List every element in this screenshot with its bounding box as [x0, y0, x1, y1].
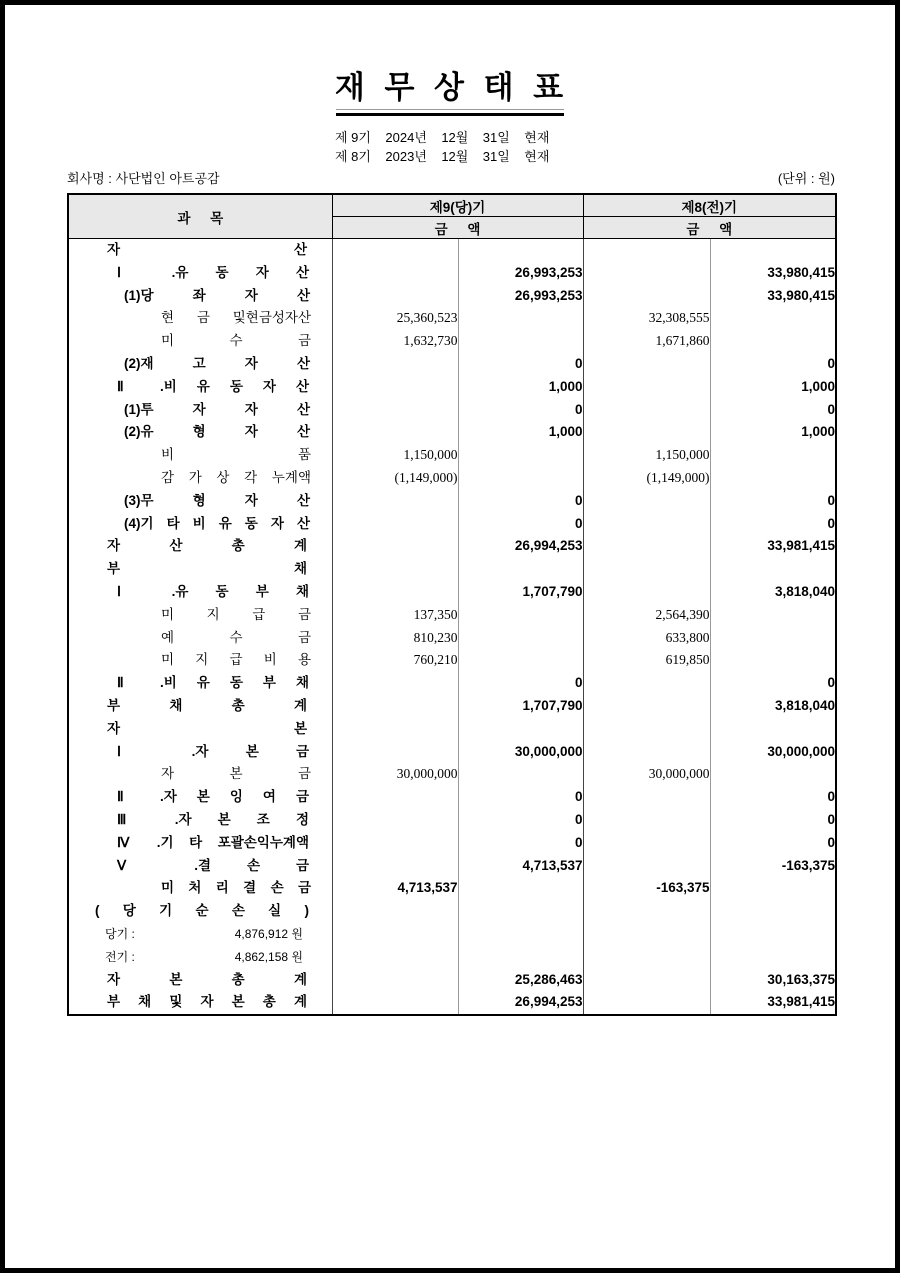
account-label-cell [68, 923, 332, 946]
amount-cur-total: 26,994,253 [458, 535, 583, 558]
table-row [68, 535, 836, 558]
amount-prev-detail [583, 353, 710, 376]
amount-prev-total [710, 763, 836, 786]
amount-cur-total [458, 718, 583, 741]
account-label-cell [68, 855, 332, 878]
amount-prev-total: 33,980,415 [767, 264, 835, 280]
period-line-prior: 제 8기 2023년 12월 31일 현재 [335, 149, 550, 164]
amount-prev-detail: 32,308,555 [583, 307, 710, 330]
amount-cur-detail [332, 399, 458, 422]
table-row [68, 855, 836, 878]
account-label-cell [68, 558, 332, 581]
table-row [68, 695, 836, 718]
account-label-cell [68, 513, 332, 536]
amount-prev-total [710, 239, 836, 262]
note-label: 전기 : [105, 949, 135, 964]
account-label-cell [68, 627, 332, 650]
amount-cur-total [458, 923, 583, 946]
balance-sheet-table [67, 193, 837, 1016]
account-label-cell [68, 695, 332, 718]
account-label-cell [68, 969, 332, 992]
amount-prev-total: 33,981,415 [767, 538, 835, 554]
company-name: 회사명 : 사단법인 아트공감 [67, 171, 220, 186]
amount-prev-detail: 2,564,390 [583, 604, 710, 627]
table-row [68, 262, 836, 285]
amount-cur-detail [332, 490, 458, 513]
amount-cur-detail [332, 262, 458, 285]
account-label-cell [68, 285, 332, 308]
amount-cur-detail: 4,713,537 [332, 877, 458, 900]
account-label-cell [68, 718, 332, 741]
amount-cur-detail: 137,350 [332, 604, 458, 627]
amount-cur-detail [332, 786, 458, 809]
period-block [335, 128, 895, 166]
table-row [68, 877, 836, 900]
amount-prev-total: 3,818,040 [774, 583, 835, 599]
table-row [68, 627, 836, 650]
amount-cur-detail [332, 285, 458, 308]
table-row [68, 923, 836, 946]
amount-prev-total [710, 444, 836, 467]
amount-prev-detail [583, 809, 710, 832]
amount-prev-detail [583, 923, 710, 946]
table-row [68, 399, 836, 422]
account-label: 미 처 리 결 손 금 [161, 880, 311, 896]
amount-cur-detail [332, 695, 458, 718]
amount-prev-detail [583, 513, 710, 536]
table-header [68, 194, 836, 239]
amount-prev-detail [583, 855, 710, 878]
account-label: Ⅲ .자 본 조 정 [117, 811, 309, 827]
amount-cur-total: 0 [458, 832, 583, 855]
table-row [68, 444, 836, 467]
account-label-cell [68, 877, 332, 900]
unit-label: (단위 : 원) [777, 171, 835, 186]
account-label-cell [68, 946, 332, 969]
amount-cur-total: 4,713,537 [458, 855, 583, 878]
amount-prev-total: 30,000,000 [767, 743, 835, 759]
amount-prev-detail: 1,150,000 [583, 444, 710, 467]
amount-prev-detail: 633,800 [583, 627, 710, 650]
amount-cur-detail: 30,000,000 [332, 763, 458, 786]
amount-cur-total [458, 877, 583, 900]
amount-prev-detail [583, 581, 710, 604]
amount-prev-detail [583, 535, 710, 558]
table-body [68, 239, 836, 1016]
amount-cur-detail [332, 900, 458, 923]
amount-cur-total: 1,707,790 [458, 581, 583, 604]
account-label: ( 당 기 순 손 실 ) [95, 903, 309, 919]
table-row [68, 513, 836, 536]
amount-cur-total [458, 946, 583, 969]
amount-cur-detail [332, 421, 458, 444]
amount-prev-detail [583, 695, 710, 718]
amount-cur-total [458, 649, 583, 672]
account-label-cell [68, 376, 332, 399]
amount-cur-detail [332, 969, 458, 992]
amount-prev-total [710, 877, 836, 900]
amount-prev-detail: 619,850 [583, 649, 710, 672]
amount-prev-total: -163,375 [781, 857, 835, 873]
amount-cur-total: 0 [458, 809, 583, 832]
amount-prev-detail [583, 558, 710, 581]
table-row [68, 672, 836, 695]
table-row [68, 376, 836, 399]
amount-cur-detail: (1,149,000) [332, 467, 458, 490]
amount-prev-detail [583, 285, 710, 308]
account-label: Ⅱ .비 유 동 자 산 [117, 378, 309, 394]
account-label-cell [68, 307, 332, 330]
note-amount: 4,862,158 원 [234, 949, 303, 964]
account-label: Ⅰ .자 본 금 [117, 743, 309, 759]
amount-cur-total: 1,000 [458, 376, 583, 399]
amount-cur-total: 30,000,000 [458, 741, 583, 764]
amount-prev-detail [583, 832, 710, 855]
account-label: (3)무 형 자 산 [124, 492, 310, 508]
account-label: 부 채 총 계 [107, 697, 307, 713]
account-label: (1)당 좌 자 산 [124, 287, 310, 303]
amount-prev-detail: -163,375 [583, 877, 710, 900]
amount-cur-total [458, 763, 583, 786]
table-row [68, 581, 836, 604]
amount-cur-detail: 760,210 [332, 649, 458, 672]
amount-cur-total: 25,286,463 [458, 969, 583, 992]
account-label: (1)투 자 자 산 [124, 401, 310, 417]
account-label-cell [68, 809, 332, 832]
account-label: 감 가 상 각 누계액 [161, 469, 311, 485]
amount-prev-total: 0 [827, 834, 835, 850]
amount-prev-detail [583, 946, 710, 969]
amount-cur-detail [332, 832, 458, 855]
amount-prev-detail [583, 376, 710, 399]
table-row [68, 558, 836, 581]
amount-prev-detail [583, 672, 710, 695]
account-label: 미 수 금 [161, 333, 311, 349]
amount-prev-detail [583, 718, 710, 741]
table-row [68, 467, 836, 490]
amount-prev-total: 33,980,415 [767, 287, 835, 303]
amount-cur-detail [332, 513, 458, 536]
account-label: (2)재 고 자 산 [124, 355, 310, 371]
amount-cur-detail [332, 581, 458, 604]
net-loss-note [105, 946, 303, 969]
header-cell-current-period: 제9(당)기 [332, 194, 583, 217]
amount-prev-total [710, 604, 836, 627]
amount-cur-detail [332, 376, 458, 399]
amount-cur-detail [332, 809, 458, 832]
table-row [68, 991, 836, 1015]
amount-prev-total [710, 649, 836, 672]
note-label: 당기 : [105, 926, 135, 941]
account-label-cell [68, 239, 332, 262]
amount-prev-total [710, 900, 836, 923]
header-cell-amount-current: 금 액 [332, 217, 583, 239]
amount-prev-total: 0 [827, 492, 835, 508]
amount-prev-total: 0 [827, 675, 835, 691]
amount-prev-detail [583, 969, 710, 992]
account-label-cell [68, 581, 332, 604]
account-label: 자 본 금 [161, 766, 311, 782]
table-row [68, 239, 836, 262]
amount-cur-total: 26,994,253 [458, 991, 583, 1015]
amount-cur-total [458, 307, 583, 330]
document-title: 재 무 상 태 표 [334, 70, 566, 105]
amount-prev-total: 0 [827, 401, 835, 417]
amount-prev-detail [583, 900, 710, 923]
table-row [68, 285, 836, 308]
table-row [68, 786, 836, 809]
amount-prev-total: 0 [827, 355, 835, 371]
account-label-cell [68, 672, 332, 695]
amount-prev-detail [583, 399, 710, 422]
amount-cur-detail [332, 353, 458, 376]
amount-prev-total: 33,981,415 [767, 994, 835, 1010]
account-label: 자 본 [107, 720, 307, 736]
account-label: Ⅰ .유 동 부 채 [117, 583, 309, 599]
amount-cur-total: 26,993,253 [458, 285, 583, 308]
amount-cur-detail [332, 239, 458, 262]
account-label-cell [68, 786, 332, 809]
amount-prev-total [710, 558, 836, 581]
table-row [68, 718, 836, 741]
amount-cur-total: 0 [458, 786, 583, 809]
account-label: 예 수 금 [161, 629, 311, 645]
amount-cur-total: 0 [458, 399, 583, 422]
amount-prev-total: 1,000 [801, 378, 835, 394]
amount-cur-total: 0 [458, 490, 583, 513]
account-label: 자 본 총 계 [107, 971, 307, 987]
account-label-cell [68, 444, 332, 467]
account-label-cell [68, 832, 332, 855]
account-label-cell [68, 763, 332, 786]
title-underline [336, 109, 564, 116]
account-label-cell [68, 900, 332, 923]
amount-prev-detail [583, 786, 710, 809]
account-label-cell [68, 330, 332, 353]
table-row [68, 832, 836, 855]
account-label: 현 금 및현금성자산 [161, 310, 311, 326]
amount-prev-total [710, 307, 836, 330]
account-label: Ⅰ .유 동 자 산 [117, 264, 309, 280]
amount-prev-total [710, 627, 836, 650]
account-label: (4)기 타 비 유 동 자 산 [124, 515, 310, 531]
table-row [68, 604, 836, 627]
account-label-cell [68, 490, 332, 513]
table-row [68, 809, 836, 832]
table-row [68, 307, 836, 330]
amount-cur-detail [332, 718, 458, 741]
amount-prev-detail [583, 741, 710, 764]
amount-cur-detail [332, 923, 458, 946]
header-cell-account: 과 목 [68, 194, 332, 239]
amount-cur-detail [332, 672, 458, 695]
amount-cur-detail [332, 991, 458, 1015]
table-row [68, 649, 836, 672]
account-label: Ⅱ .비 유 동 부 채 [117, 675, 309, 691]
account-label: 자 산 [107, 242, 307, 257]
table-row [68, 969, 836, 992]
amount-cur-detail: 25,360,523 [332, 307, 458, 330]
note-amount: 4,876,912 원 [234, 926, 303, 941]
account-label: Ⅴ .결 손 금 [117, 857, 309, 873]
amount-prev-total [710, 946, 836, 969]
period-line-current: 제 9기 2024년 12월 31일 현재 [335, 130, 550, 145]
amount-cur-total: 26,993,253 [458, 262, 583, 285]
table-row [68, 900, 836, 923]
account-label: 미 지 급 비 용 [161, 652, 311, 668]
account-label: 미 지 급 금 [161, 606, 311, 622]
amount-cur-detail: 1,150,000 [332, 444, 458, 467]
amount-cur-total: 0 [458, 672, 583, 695]
amount-cur-detail: 810,230 [332, 627, 458, 650]
account-label: Ⅳ .기 타 포괄손익누계액 [117, 834, 309, 850]
table-row [68, 490, 836, 513]
amount-prev-detail [583, 490, 710, 513]
amount-cur-total [458, 239, 583, 262]
account-label-cell [68, 262, 332, 285]
net-loss-note [105, 923, 303, 946]
amount-cur-total [458, 330, 583, 353]
amount-cur-total: 1,707,790 [458, 695, 583, 718]
amount-prev-total: 1,000 [801, 424, 835, 440]
amount-prev-detail: (1,149,000) [583, 467, 710, 490]
account-label: Ⅱ .자 본 잉 여 금 [117, 789, 309, 805]
header-cell-prior-period: 제8(전)기 [583, 194, 836, 217]
meta-row [67, 170, 835, 188]
amount-cur-detail [332, 855, 458, 878]
account-label-cell [68, 604, 332, 627]
amount-prev-detail [583, 991, 710, 1015]
amount-prev-detail [583, 262, 710, 285]
table-row [68, 353, 836, 376]
amount-cur-total: 0 [458, 353, 583, 376]
account-label-cell [68, 649, 332, 672]
amount-cur-detail: 1,632,730 [332, 330, 458, 353]
header-cell-amount-prior: 금 액 [583, 217, 836, 239]
account-label: 부 채 및 자 본 총 계 [107, 994, 307, 1010]
account-label-cell [68, 467, 332, 490]
amount-cur-total [458, 900, 583, 923]
amount-prev-total: 0 [827, 811, 835, 827]
amount-cur-total [458, 604, 583, 627]
table-row [68, 421, 836, 444]
account-label: 자 산 총 계 [107, 538, 307, 554]
amount-prev-total [710, 330, 836, 353]
amount-prev-detail: 30,000,000 [583, 763, 710, 786]
amount-prev-total: 0 [827, 515, 835, 531]
amount-prev-total: 0 [827, 789, 835, 805]
amount-cur-total [458, 444, 583, 467]
amount-prev-detail [583, 421, 710, 444]
table-row [68, 946, 836, 969]
amount-prev-detail: 1,671,860 [583, 330, 710, 353]
amount-cur-detail [332, 741, 458, 764]
amount-prev-total [710, 923, 836, 946]
amount-cur-detail [332, 535, 458, 558]
account-label: 비 품 [161, 447, 311, 463]
account-label-cell [68, 399, 332, 422]
amount-cur-detail [332, 946, 458, 969]
amount-prev-total [710, 718, 836, 741]
account-label-cell [68, 741, 332, 764]
table-row [68, 741, 836, 764]
amount-cur-total [458, 467, 583, 490]
amount-prev-total: 3,818,040 [774, 697, 835, 713]
amount-cur-total [458, 558, 583, 581]
account-label: 부 채 [107, 561, 307, 577]
amount-cur-total: 0 [458, 513, 583, 536]
account-label: (2)유 형 자 산 [124, 424, 310, 440]
amount-prev-total: 30,163,375 [767, 971, 835, 987]
account-label-cell [68, 421, 332, 444]
table-row [68, 330, 836, 353]
account-label-cell [68, 353, 332, 376]
account-label-cell [68, 535, 332, 558]
amount-prev-detail [583, 239, 710, 262]
amount-cur-total [458, 627, 583, 650]
amount-cur-total: 1,000 [458, 421, 583, 444]
account-label-cell [68, 991, 332, 1015]
amount-cur-detail [332, 558, 458, 581]
table-row [68, 763, 836, 786]
amount-prev-total [710, 467, 836, 490]
